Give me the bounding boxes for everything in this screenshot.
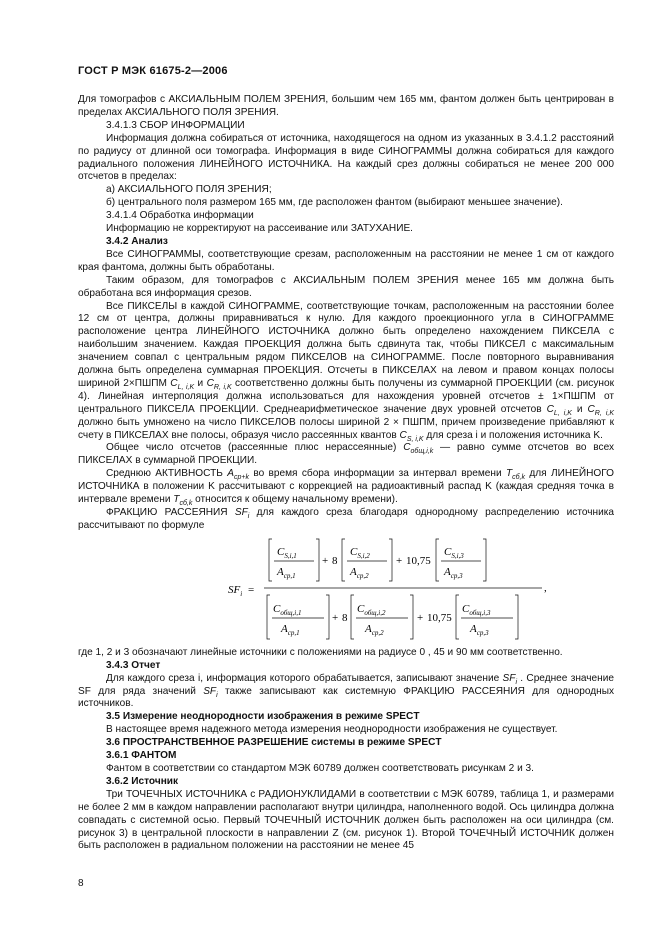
svg-text:8: 8 [342, 611, 348, 624]
numerator [269, 539, 486, 581]
svg-text:CS,i,2: $C_{S,i,2}$ [350, 545, 370, 560]
text-block-1 [78, 94, 614, 533]
svg-text:Aср,1: $A_{ср,1}$ [277, 565, 296, 580]
svg-text:Aср,3: $A_{ср,3}$ [444, 565, 463, 580]
formula-graphic [78, 533, 614, 647]
upper-paragraph-8: Все СИНОГРАММЫ, соответствующие срезам, расположенным на расстоянии не менее 1 см от каждого края фантома, должны быть обработаны. [78, 248, 614, 273]
upper-paragraph-2: Информация должна собираться от источника, находящегося на одном из указанных в 3.4.1.2 расстояний по радиусу от длинной оси томографа. Информация в виде СИНОГРАММЫ должна собираться для каждого радиального положения ЛИНЕЙНОГО ИСТОЧНИКА. На каждый срез должны собираться не менее 200 000 отсчетов в пределах: [78, 132, 614, 183]
lower-paragraph-9: Три ТОЧЕЧНЫХ ИСТОЧНИКА с РАДИОНУКЛИДАМИ в соответствии с МЭК 60789, таблица 1, и размерами не более 2 мм в каждом направлении располагают внутри цилиндра, наполненного водой. Ось цилиндра должна совпадать с системной осью. Первый ТОЧЕЧНЫЙ ИСТОЧНИК должен быть расположен на оси цилиндра (см. рисунок 3) в центральной плоскости в направлении Z (см. рисунок 1). Второй ТОЧЕЧНЫЙ ИСТОЧНИК должен быть расположен в радиальном положении на расстоянии не менее 45 [78, 788, 614, 852]
svg-text:CS,i,3: $C_{S,i,3}$ [444, 545, 464, 560]
document-body [78, 94, 614, 853]
upper-paragraph-13: ФРАКЦИЮ РАССЕЯНИЯ $SF_i$ для каждого среза благодаря однородному распределению источника рассчитывают по формуле [78, 507, 614, 531]
page-number: 8 [78, 878, 84, 889]
upper-paragraph-11: Общее число отсчетов (рассеянные плюс нерассеянные) $C_{общ,i,k}$ — равно сумме отсчетов во всех ПИКСЕЛАХ в суммарной ПРОЕКЦИИ. [78, 442, 615, 467]
upper-paragraph-0: Для томографов с АКСИАЛЬНЫМ ПОЛЕМ ЗРЕНИЯ, большим чем 165 мм, фантом должен быть центрирован в пределах АКСИАЛЬНОГО ПОЛЯ ЗРЕНИЯ. [78, 94, 614, 118]
upper-paragraph-3: а) АКСИАЛЬНОГО ПОЛЯ ЗРЕНИЯ; [106, 184, 272, 196]
lower-paragraph-0: где 1, 2 и 3 обозначают линейные источники с положениями на радиусе 0 , 45 и 90 мм соответственно. [78, 646, 563, 658]
upper-paragraph-12: Среднюю АКТИВНОСТЬ $A_{ср+k}$ во время сбора информации за интервал времени $T_{сб,k}$ для ЛИНЕЙНОГО ИСТОЧНИКА в положении K рассчитывают с коррекцией на радиоактивный распад K (каждая средняя точка в интервале времени $T_{сб,k}$ относится к общему начальному времени). [78, 468, 614, 508]
svg-text:Aср,3: $A_{ср,3}$ [470, 622, 489, 637]
upper-paragraph-4: б) центрального поля размером 165 мм, где расположен фантом (выбирают меньшее значение). [106, 197, 563, 209]
formula-lhs: $SF_i$ [228, 583, 243, 598]
svg-text:10,75: 10,75 [406, 554, 431, 567]
svg-text:+: + [322, 554, 329, 567]
upper-paragraph-10: Все ПИКСЕЛЫ в каждой СИНОГРАММЕ, соответствующие точкам, расположенным на расстоянии более 12 см от центра, должны приравниваться к нулю. Для каждого проекционного угла в СИНОГРАММЕ расположение центра ЛИНЕЙНОГО ИСТОЧНИКА должно быть определено нахождением ПИКСЕЛА с наибольшим значением. Каждая ПРОЕКЦИЯ должна быть сдвинута так, чтобы ПИКСЕЛ с максимальным значением совпал с центральным рядом ПИКСЕЛОВ на СИНОГРАММЕ. После повторного выравнивания должна быть определена суммарная ПРОЕКЦИЯ. Отсчеты в ПИКСЕЛАХ на левом и правом концах полосы шириной 2×ПШПМ $C_{L, i,K}$ и $C_{R, i,K}$ соответственно должны быть получены из суммарной ПРОЕКЦИИ (см. рисунок 4). Линейная интерполяция должна использоваться для нахождения уровней отсчетов ± 1×ПШПМ от центрального ПИКСЕЛА ПРОЕКЦИИ. Среднеарифметическое значение двух уровней отсчетов $C_{L, i,K}$ и $C_{R, i,K}$ должно быть умножено на число ПИКСЕЛОВ полосы шириной 2 × ПШПМ, причем произведение прибавляют к счету в ПИКСЕЛАХ вне полосы, образуя число рассеянных квантов $C_{S, i,K}$ для среза i и положения источника K. [78, 300, 615, 443]
lower-paragraph-4: В настоящее время надежного метода измерения неоднородности изображения не существует. [106, 724, 558, 736]
svg-text:CS,i,1: $C_{S,i,1}$ [277, 545, 297, 560]
svg-text:8: 8 [332, 554, 338, 567]
lower-paragraph-7: Фантом в соответствии со стандартом МЭК 60789 должен соответствовать рисункам 2 и 3. [106, 762, 534, 774]
text-block-2 [78, 647, 614, 854]
upper-paragraph-9: Таким образом, для томографов с АКСИАЛЬНЫМ ПОЛЕМ ЗРЕНИЯ менее 165 мм должна быть обработана вся информация срезов. [78, 274, 614, 299]
formula-equals: = [248, 583, 255, 596]
lower-paragraph-8: 3.6.2 Источник [106, 775, 179, 787]
scatter-fraction-formula [78, 533, 614, 647]
svg-text:+: + [332, 611, 339, 624]
svg-text:Aср,2: $A_{ср,2}$ [350, 565, 369, 580]
svg-text:Aср,2: $A_{ср,2}$ [365, 622, 384, 637]
svg-text:+: + [396, 554, 403, 567]
svg-text:Aср,1: $A_{ср,1}$ [281, 622, 300, 637]
svg-text:+: + [417, 611, 424, 624]
svg-text:Cобщ,i,3: $C_{общ,i,3}$ [462, 602, 491, 617]
upper-paragraph-6: Информацию не корректируют на рассеивание или ЗАТУХАНИЕ. [106, 223, 413, 235]
lower-paragraph-6: 3.6.1 ФАНТОМ [106, 750, 177, 762]
lower-paragraph-5: 3.6 ПРОСТРАНСТВЕННОЕ РАЗРЕШЕНИЕ системы в режиме SPECT [106, 737, 442, 749]
lower-paragraph-1: 3.4.3 Отчет [106, 659, 161, 671]
page-header: ГОСТ Р МЭК 61675-2—2006 [78, 65, 228, 77]
formula-tail: , [544, 581, 547, 594]
upper-paragraph-5: 3.4.1.4 Обработка информации [106, 210, 254, 222]
lower-paragraph-2: Для каждого среза i, информация которого обрабатывается, записывают значение $SF_i$ . Среднее значение SF для ряда значений $SF_i$ также записывают как системную ФРАКЦИЮ РАССЕЯНИЯ для однородных источников. [78, 672, 614, 710]
upper-paragraph-1: 3.4.1.3 СБОР ИНФОРМАЦИИ [106, 119, 245, 131]
svg-text:10,75: 10,75 [427, 611, 452, 624]
lower-paragraph-3: 3.5 Измерение неоднородности изображения в режиме SPECT [106, 711, 420, 723]
svg-text:Cобщ,i,2: $C_{общ,i,2}$ [357, 602, 386, 617]
svg-text:Cобщ,i,1: $C_{общ,i,1}$ [273, 602, 302, 617]
upper-paragraph-7: 3.4.2 Анализ [106, 235, 168, 247]
denominator [267, 595, 518, 639]
